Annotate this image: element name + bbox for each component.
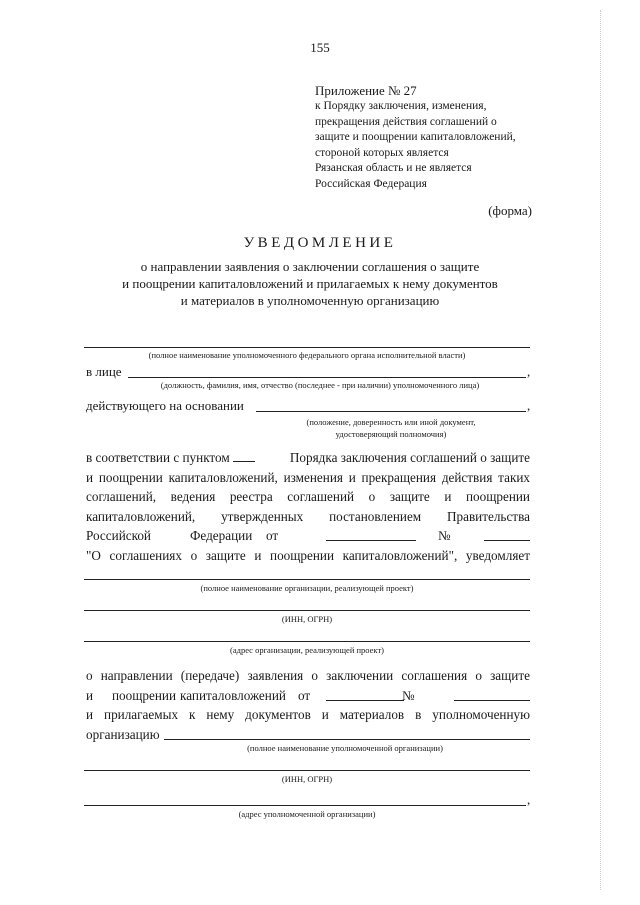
body-word: капиталовложений: [180, 687, 286, 703]
subheading-line: и поощрении капиталовложений и прилагаемых к нему документов: [122, 276, 498, 291]
person-field-line[interactable]: [128, 377, 526, 378]
basis-field-line[interactable]: [256, 411, 526, 412]
auth-inn-field-line[interactable]: [84, 770, 530, 771]
body-line: и прилагаемых к нему документов и материалов в уполномоченную: [86, 707, 530, 722]
scan-margin-dots: [600, 10, 602, 890]
body-line: [86, 448, 530, 468]
organ-field-line[interactable]: [84, 347, 530, 348]
org-inn-field-line[interactable]: [84, 610, 530, 611]
body-line: соглашений, ведения реестра соглашений о защите и поощрении: [86, 489, 530, 504]
document-heading: УВЕДОМЛЕНИЕ: [243, 235, 397, 251]
appendix-line: защите и поощрении капиталовложений,: [315, 131, 516, 143]
org-inn-caption: (ИНН, ОГРН): [281, 614, 333, 624]
application-number-field[interactable]: [454, 688, 530, 701]
subheading-line: о направлении заявления о заключении соглашения о защите: [140, 259, 480, 274]
clause-number-field[interactable]: [233, 449, 255, 462]
in-person-label: в лице: [86, 364, 122, 379]
body-word: постановлением: [329, 508, 422, 524]
subheading-line: и материалов в уполномоченную организацию: [180, 293, 440, 308]
body-word: капиталовложений,: [86, 508, 196, 524]
org-name-caption: (полное наименование организации, реализующей проект): [200, 583, 414, 593]
appendix-title: Приложение № 27: [315, 83, 417, 98]
body-word: и: [86, 687, 94, 703]
decree-number-field[interactable]: [484, 528, 530, 541]
body-line: [86, 686, 530, 706]
person-field-caption: (должность, фамилия, имя, отчество (последнее - при наличии) уполномоченного лица): [160, 380, 480, 390]
form-label: (форма): [488, 203, 532, 218]
org-address-field-line[interactable]: [84, 641, 530, 642]
document-subheading: [100, 258, 520, 309]
body-text: в соответствии с пунктом: [86, 450, 230, 465]
body-line: и поощрении капиталовложений, изменения и прекращения действия таких: [86, 469, 530, 485]
decree-date-field[interactable]: [326, 528, 416, 541]
comma: ,: [527, 364, 531, 379]
page-number: 155: [310, 40, 330, 55]
body-line: "О соглашениях о защите и поощрении капиталовложений", уведомляет: [86, 547, 530, 563]
org-address-caption: (адрес организации, реализующей проект): [230, 645, 384, 655]
appendix-line: Рязанская область и не является: [315, 162, 472, 174]
body-word: от: [266, 528, 279, 543]
basis-caption-line: (положение, доверенность или иной документ,: [306, 417, 476, 427]
basis-caption-line: удостоверяющий полномочия): [335, 429, 447, 439]
appendix-line: стороной которых является: [315, 146, 449, 159]
body-word: от: [298, 687, 311, 703]
body-word: поощрении: [112, 687, 177, 703]
appendix-line: Российская Федерация: [315, 177, 427, 190]
body-paragraph-1: [86, 448, 530, 565]
body-word: Федерации: [190, 528, 253, 543]
comma: ,: [527, 792, 531, 807]
application-date-field[interactable]: [326, 688, 404, 701]
auth-address-field-line[interactable]: [84, 805, 526, 806]
org-name-field-line[interactable]: [84, 579, 530, 580]
body-word: №: [402, 687, 415, 703]
body-line: [86, 725, 530, 745]
appendix-line: к Порядку заключения, изменения,: [315, 100, 487, 112]
organ-field-caption: (полное наименование уполномоченного федерального органа исполнительной власти): [148, 350, 466, 360]
body-word: Российской: [86, 528, 151, 543]
body-line: о направлении (передаче) заявления о заключении соглашения о защите: [86, 668, 530, 683]
auth-inn-caption: (ИНН, ОГРН): [281, 774, 333, 784]
body-text: Порядка заключения соглашений о защите: [289, 450, 530, 465]
acting-basis-label: действующего на основании: [86, 398, 244, 413]
body-paragraph-2: [86, 666, 530, 744]
comma: ,: [527, 398, 531, 413]
basis-field-caption: [256, 416, 526, 440]
auth-address-caption: (адрес уполномоченной организации): [238, 809, 376, 819]
body-text: организацию: [86, 726, 160, 742]
appendix-line: прекращения действия соглашений о: [315, 115, 497, 128]
body-word: Правительства: [446, 508, 530, 524]
appendix-block: [315, 82, 516, 192]
authorized-org-field[interactable]: [164, 727, 530, 740]
body-word: утвержденных: [221, 508, 304, 524]
body-line: [86, 526, 530, 546]
body-line: [86, 507, 530, 527]
auth-org-caption: (полное наименование уполномоченной организации): [247, 743, 443, 753]
body-word: №: [438, 528, 451, 543]
